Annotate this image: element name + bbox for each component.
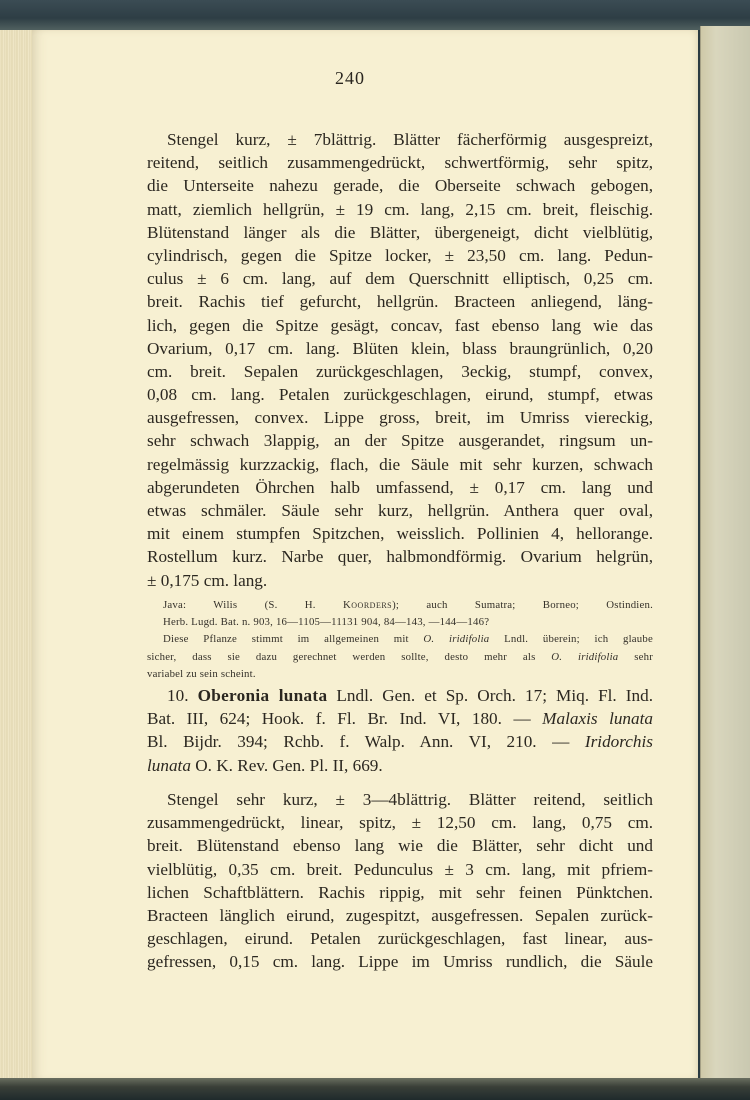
synonym-name: lunata	[147, 755, 191, 775]
citation-text: O. K. Rev. Gen. Pl. II, 669.	[190, 755, 383, 775]
text-line: matt, ziemlich hellgrün, ± 19 cm. lang, 2,15 cm. breit, fleischig.	[147, 199, 653, 219]
text-line: vielblütig, 0,35 cm. breit. Pedunculus ± 3 cm. lang, mit pfriem-	[147, 859, 653, 879]
note-line	[147, 631, 653, 648]
scan-bottom-edge	[0, 1078, 750, 1100]
citation-text: Lndl. Gen. et Sp. Orch. 17; Miq. Fl. Ind.	[327, 686, 653, 705]
species-entry-heading	[147, 684, 653, 777]
text-line	[147, 707, 653, 730]
text-line: Stengel kurz, ± 7blättrig. Blätter fächerförmig ausgespreizt,	[167, 130, 653, 149]
text-line: lich, gegen die Spitze gesägt, concav, fast ebenso lang wie das	[147, 315, 653, 335]
text-line: etwas schmäler. Säule sehr kurz, hellgrün. Anthera quer oval,	[147, 501, 653, 520]
text-line: zusammengedrückt, linear, spitz, ± 12,50 cm. lang, 0,75 cm.	[147, 813, 653, 833]
text-line: breit. Blütenstand ebenso lang wie die Blätter, sehr dicht und	[147, 836, 653, 856]
herbarium-line: Herb. Lugd. Bat. n. 903, 16—1105—11131 904, 84—143, —144—146?	[163, 616, 490, 629]
note-species: O. iridifolia	[423, 633, 490, 646]
page-number: 240	[335, 68, 365, 88]
text-line	[147, 684, 653, 707]
text-line: breit. Rachis tief gefurcht, hellgrün. Bracteen anliegend, läng-	[147, 292, 653, 312]
text-line: 0,08 cm. lang. Petalen zurückgeschlagen, eirund, stumpf, etwas	[147, 385, 653, 405]
specimen-notes	[147, 597, 653, 683]
entry-number: 10.	[167, 686, 198, 705]
synonym-name: Malaxis lunata	[542, 709, 653, 729]
text-line: die Unterseite nahezu gerade, die Oberseite schwach gebogen,	[147, 176, 653, 196]
text-line: sehr schwach 3lappig, an der Spitze ausgerandet, ringsum un-	[147, 431, 653, 451]
text-line: Blütenstand länger als die Blätter, übergeneigt, dicht vielblütig,	[147, 222, 653, 242]
collector-name: Koorders	[342, 599, 393, 611]
text-line: Bracteen länglich eirund, zugespitzt, ausgefressen. Sepalen zurück-	[147, 905, 653, 925]
citation-text: Bat. III, 624; Hook. f. Fl. Br. Ind. VI, 180. —	[147, 709, 543, 729]
text-line: mit einem stumpfen Spitzchen, weisslich. Pollinien 4, hellorange.	[147, 524, 653, 544]
text-line	[147, 754, 653, 777]
note-text: Diese Pflanze stimmt im allgemeinen mit	[163, 633, 424, 646]
note-text: sicher, dass sie dazu gerechnet werden sollte, desto mehr als	[147, 650, 552, 663]
text-line: gefressen, 0,15 cm. lang. Lippe im Umriss rundlich, die Säule	[147, 952, 653, 972]
text-line: culus ± 6 cm. lang, auf dem Querschnitt elliptisch, 0,25 cm.	[147, 269, 653, 289]
note-text: sehr	[618, 650, 654, 663]
text-line: cm. breit. Sepalen zurückgeschlagen, 3eckig, stumpf, convex,	[147, 361, 653, 381]
text-line	[147, 730, 653, 753]
text-line: ± 0,175 cm. lang.	[147, 570, 268, 590]
locality-line	[147, 597, 653, 614]
page-stack-edges	[0, 30, 34, 1080]
text-line: cylindrisch, gegen die Spitze locker, ± 23,50 cm. lang. Pedun-	[147, 245, 653, 265]
note-line	[147, 649, 653, 666]
book-cover-edge	[700, 26, 750, 1082]
species-name: Oberonia lunata	[197, 686, 328, 705]
note-text: Lndl. überein; ich glaube	[489, 633, 653, 646]
text-line: Stengel sehr kurz, ± 3—4blättrig. Blätter reitend, seitlich	[167, 790, 653, 809]
citation-text: Bl. Bijdr. 394; Rchb. f. Walp. Ann. VI, 210. —	[147, 732, 585, 752]
text-line: Ovarium, 0,17 cm. lang. Blüten klein, blass braungrünlich, 0,20	[147, 338, 653, 358]
paragraph-description-1	[147, 128, 653, 592]
paragraph-description-2	[147, 788, 653, 974]
synonym-name: Iridorchis	[584, 732, 653, 752]
locality-suffix: ); auch Sumatra; Borneo; Ostindien.	[392, 599, 653, 611]
text-line: ausgefressen, convex. Lippe gross, breit, im Umriss viereckig,	[147, 408, 653, 428]
text-line: reitend, seitlich zusammengedrückt, schwertförmig, sehr spitz,	[147, 153, 653, 173]
text-line: geschlagen, eirund. Petalen zurückgeschlagen, fast linear, aus-	[147, 929, 653, 949]
text-line: regelmässig kurzzackig, flach, die Säule mit sehr kurzen, schwach	[147, 454, 653, 474]
note-line: variabel zu sein scheint.	[147, 667, 256, 680]
scan-top-edge	[0, 0, 750, 30]
locality-prefix: Java: Wilis (S. H.	[163, 599, 343, 611]
text-line: Rostellum kurz. Narbe quer, halbmondförmig. Ovarium helgrün,	[147, 547, 653, 567]
note-species: O. iridifolia	[551, 650, 619, 663]
text-line: abgerundeten Öhrchen halb umfassend, ± 0,17 cm. lang und	[147, 477, 653, 497]
text-line: lichen Schaftblättern. Rachis rippig, mit sehr feinen Pünktchen.	[147, 882, 653, 902]
